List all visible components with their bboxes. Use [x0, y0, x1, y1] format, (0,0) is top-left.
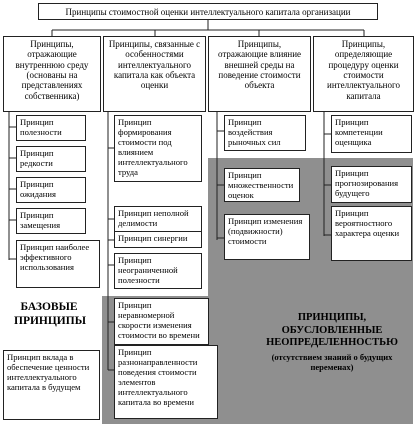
column-header-internal: Принципы, отражающие внутреннюю среду (основаны на представлениях собственника) — [3, 36, 101, 112]
principle-box: Принцип ожидания — [16, 177, 86, 203]
principle-box: Принцип множественности оценок — [224, 168, 300, 202]
uncertainty-principles-sublabel: (отсутствием знаний о будущих переменах) — [271, 352, 393, 373]
principle-box: Принцип компетенции оценщика — [331, 115, 412, 153]
principle-box: Принцип разнонаправленности поведения стоимости элементов интеллектуального капитала во времени — [114, 345, 218, 419]
principle-box: Принцип вероятностного характера оценки — [331, 206, 412, 261]
principle-box: Принцип неограниченной полезности — [114, 253, 202, 289]
principle-box: Принцип формирования стоимости под влиянием интеллектуального труда — [114, 115, 202, 182]
uncertainty-principles-label: ПРИНЦИПЫ, ОБУСЛОВЛЕННЫЕ НЕОПРЕДЕЛЕННОСТЬЮ — [266, 312, 398, 349]
diagram-title: Принципы стоимостной оценки интеллектуального капитала организации — [38, 3, 378, 20]
principle-box: Принцип полезности — [16, 115, 86, 141]
column-header-external: Принципы, отражающие влияние внешней среды на поведение стоимости объекта — [208, 36, 311, 112]
principle-box: Принцип замещения — [16, 208, 86, 234]
principle-box: Принцип редкости — [16, 146, 86, 172]
column-header-object: Принципы, связанные с особенностями интеллектуального капитала как объекта оценки — [103, 36, 206, 112]
principle-box: Принцип вклада в обеспечение ценности интеллектуального капитала в будущем — [3, 350, 100, 420]
principle-box: Принцип воздействия рыночных сил — [224, 115, 306, 151]
principle-box: Принцип неполной делимости — [114, 206, 202, 232]
principle-box: Принцип неравномерной скорости изменения стоимости во времени — [114, 298, 209, 345]
principle-box: Принцип прогнозирования будущего — [331, 166, 412, 203]
principle-box: Принцип синергии — [114, 231, 202, 248]
principle-box: Принцип изменения (подвижности) стоимости — [224, 214, 310, 260]
column-header-procedure: Принципы, определяющие процедуру оценки стоимости интеллектуального капитала — [313, 36, 414, 112]
basic-principles-label: БАЗОВЫЕ ПРИНЦИПЫ — [14, 301, 86, 327]
principle-box: Принцип наиболее эффективного использования — [16, 240, 100, 288]
